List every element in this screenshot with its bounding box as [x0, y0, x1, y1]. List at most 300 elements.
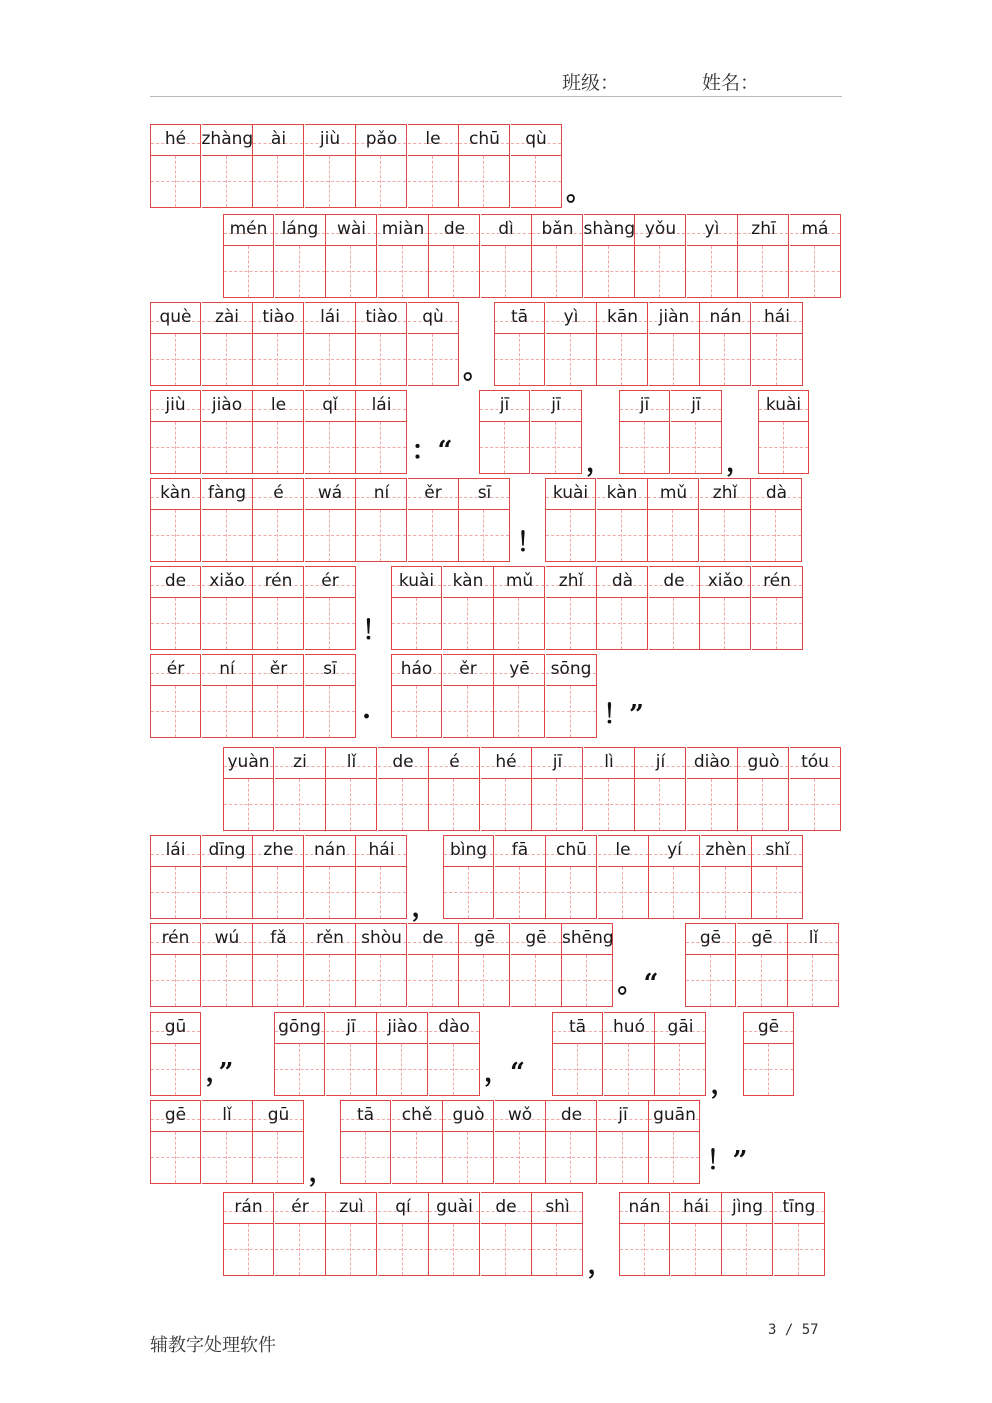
- writing-segment: [391, 566, 803, 650]
- pinyin-cell: [305, 566, 356, 650]
- pinyin-syllable: le: [270, 395, 287, 415]
- writing-segment: [391, 654, 597, 738]
- pinyin-syllable: jiù: [165, 395, 186, 415]
- pinyin-cell: [253, 566, 304, 650]
- hanzi-writing-box: [598, 1131, 649, 1184]
- pinyin-cell: [532, 214, 583, 298]
- hanzi-writing-box: [635, 245, 686, 298]
- pinyin-cell: [356, 124, 407, 208]
- pinyin-syllable: rén: [763, 571, 791, 591]
- hanzi-writing-box: [305, 421, 356, 474]
- hanzi-writing-box: [326, 245, 377, 298]
- pinyin-cell: [326, 1012, 377, 1096]
- hanzi-writing-box: [202, 333, 253, 386]
- pinyin-cell: [531, 390, 582, 474]
- writing-segment: [223, 747, 841, 831]
- pinyin-cell: [648, 478, 699, 562]
- pinyin-cell: [700, 478, 751, 562]
- hanzi-writing-box: [392, 1131, 443, 1184]
- hanzi-writing-box: [649, 1131, 700, 1184]
- writing-segment: [494, 302, 803, 386]
- pinyin-cell: [546, 835, 597, 919]
- hanzi-writing-box: [408, 954, 459, 1007]
- punctuation-mark: ·: [362, 702, 372, 732]
- pinyin-cell: [687, 747, 738, 831]
- pinyin-syllable: xiǎo: [707, 571, 744, 591]
- pinyin-syllable: tóu: [801, 752, 829, 772]
- hanzi-writing-box: [326, 1223, 377, 1276]
- punctuation-mark: ，: [726, 448, 753, 478]
- pinyin-syllable: nán: [314, 840, 346, 860]
- hanzi-writing-box: [649, 333, 700, 386]
- pinyin-syllable: jiào: [387, 1017, 418, 1037]
- hanzi-writing-box: [552, 1043, 603, 1096]
- hanzi-writing-box: [649, 597, 700, 650]
- hanzi-writing-box: [150, 685, 201, 738]
- pinyin-cell: [671, 1192, 722, 1276]
- hanzi-writing-box: [546, 685, 597, 738]
- pinyin-cell: [738, 214, 789, 298]
- pinyin-syllable: tiào: [262, 307, 295, 327]
- pinyin-cell: [685, 923, 736, 1007]
- pinyin-syllable: rěn: [316, 928, 344, 948]
- writing-segment: [619, 1192, 825, 1276]
- pinyin-cell: [150, 124, 201, 208]
- hanzi-writing-box: [202, 685, 253, 738]
- pinyin-syllable: gē: [699, 928, 722, 948]
- pinyin-cell: [494, 654, 545, 738]
- writing-segment: [619, 390, 722, 474]
- hanzi-writing-box: [737, 954, 788, 1007]
- pinyin-syllable: gē: [751, 928, 773, 948]
- punctuation-mark: ，: [411, 893, 438, 923]
- pinyin-cell: [604, 1012, 655, 1096]
- punctuation-mark: ，”: [205, 1058, 234, 1088]
- pinyin-syllable: qǐ: [322, 395, 338, 415]
- pinyin-cell: [150, 1100, 201, 1184]
- punctuation-mark: 。: [463, 355, 490, 385]
- hanzi-writing-box: [340, 1131, 391, 1184]
- hanzi-writing-box: [253, 509, 304, 562]
- hanzi-writing-box: [326, 778, 377, 831]
- pinyin-cell: [495, 835, 546, 919]
- hanzi-writing-box: [700, 597, 751, 650]
- hanzi-writing-box: [150, 509, 201, 562]
- hanzi-writing-box: [532, 1223, 583, 1276]
- pinyin-syllable: jī: [551, 395, 561, 415]
- hanzi-writing-box: [356, 155, 407, 208]
- pinyin-syllable: kān: [606, 307, 639, 327]
- pinyin-cell: [635, 214, 686, 298]
- pinyin-syllable: bǎn: [541, 219, 574, 239]
- pinyin-syllable: qí: [395, 1197, 411, 1217]
- pinyin-cell: [202, 302, 253, 386]
- pinyin-cell: [150, 923, 201, 1007]
- header-divider: [150, 96, 842, 97]
- pinyin-syllable: fǎ: [270, 928, 287, 948]
- pinyin-cell: [202, 478, 253, 562]
- pinyin-cell: [253, 478, 304, 562]
- hanzi-writing-box: [356, 866, 407, 919]
- pinyin-cell: [443, 654, 494, 738]
- pinyin-syllable: chě: [401, 1105, 433, 1125]
- pinyin-syllable: jí: [655, 752, 666, 772]
- pinyin-cell: [546, 302, 597, 386]
- pinyin-syllable: dà: [611, 571, 634, 591]
- pinyin-syllable: miàn: [381, 219, 425, 239]
- hanzi-writing-box: [150, 421, 201, 474]
- hanzi-writing-box: [408, 155, 459, 208]
- hanzi-writing-box: [774, 1223, 825, 1276]
- pinyin-syllable: chū: [556, 840, 587, 860]
- hanzi-writing-box: [429, 778, 480, 831]
- pinyin-syllable: wài: [336, 219, 367, 239]
- pinyin-cell: [305, 654, 356, 738]
- pinyin-cell: [597, 566, 648, 650]
- hanzi-writing-box: [701, 866, 752, 919]
- hanzi-writing-box: [274, 1043, 325, 1096]
- pinyin-syllable: zhǐ: [712, 483, 738, 503]
- pinyin-cell: [253, 390, 304, 474]
- hanzi-writing-box: [305, 509, 356, 562]
- pinyin-cell: [619, 390, 670, 474]
- pinyin-cell: [687, 214, 738, 298]
- pinyin-cell: [275, 214, 326, 298]
- pinyin-cell: [532, 747, 583, 831]
- writing-segment: [150, 566, 356, 650]
- pinyin-cell: [202, 124, 253, 208]
- hanzi-writing-box: [378, 245, 429, 298]
- pinyin-syllable: yí: [667, 840, 682, 860]
- pinyin-cell: [275, 747, 326, 831]
- pinyin-syllable: hái: [764, 307, 790, 327]
- pinyin-syllable: de: [392, 752, 414, 772]
- pinyin-syllable: fàng: [208, 483, 246, 503]
- pinyin-syllable: rén: [161, 928, 190, 948]
- hanzi-writing-box: [546, 333, 597, 386]
- pinyin-cell: [326, 1192, 377, 1276]
- hanzi-writing-box: [722, 1223, 773, 1276]
- hanzi-writing-box: [604, 1043, 655, 1096]
- pinyin-cell: [649, 1100, 700, 1184]
- pinyin-syllable: mǔ: [505, 571, 534, 591]
- hanzi-writing-box: [202, 1131, 253, 1184]
- pinyin-cell: [649, 835, 700, 919]
- pinyin-syllable: tā: [356, 1105, 375, 1125]
- pinyin-cell: [202, 835, 253, 919]
- hanzi-writing-box: [223, 778, 274, 831]
- hanzi-writing-box: [408, 509, 459, 562]
- pinyin-cell: [752, 302, 803, 386]
- hanzi-writing-box: [275, 1223, 326, 1276]
- pinyin-cell: [774, 1192, 825, 1276]
- pinyin-cell: [392, 1100, 443, 1184]
- hanzi-writing-box: [150, 866, 201, 919]
- writing-segment: [340, 1100, 701, 1184]
- pinyin-cell: [584, 747, 635, 831]
- pinyin-syllable: é: [449, 752, 460, 772]
- hanzi-writing-box: [253, 866, 304, 919]
- pinyin-syllable: de: [495, 1197, 517, 1217]
- pinyin-cell: [738, 747, 789, 831]
- pinyin-syllable: gē: [473, 928, 496, 948]
- pinyin-syllable: ér: [321, 571, 339, 591]
- pinyin-cell: [443, 835, 494, 919]
- pinyin-syllable: gōng: [278, 1017, 321, 1037]
- writing-segment: [150, 390, 408, 474]
- pinyin-cell: [150, 566, 201, 650]
- pinyin-cell: [391, 566, 442, 650]
- writing-segment: [150, 654, 356, 738]
- pinyin-cell: [700, 566, 751, 650]
- hanzi-writing-box: [150, 597, 201, 650]
- hanzi-writing-box: [752, 866, 803, 919]
- hanzi-writing-box: [790, 778, 841, 831]
- pinyin-syllable: shì: [545, 1197, 570, 1217]
- pinyin-syllable: jī: [691, 395, 701, 415]
- hanzi-writing-box: [700, 509, 751, 562]
- hanzi-writing-box: [443, 597, 494, 650]
- pinyin-cell: [274, 1012, 325, 1096]
- pinyin-syllable: lǐ: [808, 928, 819, 948]
- hanzi-writing-box: [597, 597, 648, 650]
- pinyin-syllable: gū: [267, 1105, 290, 1125]
- pinyin-syllable: rén: [264, 571, 293, 591]
- hanzi-writing-box: [546, 866, 597, 919]
- hanzi-writing-box: [275, 245, 326, 298]
- pinyin-syllable: hé: [164, 129, 187, 149]
- hanzi-writing-box: [356, 333, 407, 386]
- pinyin-syllable: dì: [498, 219, 514, 239]
- hanzi-writing-box: [356, 954, 407, 1007]
- hanzi-writing-box: [671, 1223, 722, 1276]
- hanzi-writing-box: [356, 509, 407, 562]
- pinyin-cell: [443, 566, 494, 650]
- hanzi-writing-box: [584, 245, 635, 298]
- pinyin-cell: [700, 302, 751, 386]
- pinyin-cell: [356, 390, 407, 474]
- hanzi-writing-box: [788, 954, 839, 1007]
- hanzi-writing-box: [619, 1223, 670, 1276]
- hanzi-writing-box: [275, 778, 326, 831]
- writing-segment: [443, 835, 804, 919]
- hanzi-writing-box: [429, 1043, 480, 1096]
- pinyin-cell: [202, 566, 253, 650]
- pinyin-cell: [305, 923, 356, 1007]
- hanzi-writing-box: [150, 1043, 201, 1096]
- hanzi-writing-box: [532, 245, 583, 298]
- pinyin-syllable: kàn: [160, 483, 191, 503]
- pinyin-cell: [546, 654, 597, 738]
- pinyin-syllable: shòu: [361, 928, 402, 948]
- pinyin-cell: [751, 478, 802, 562]
- hanzi-writing-box: [751, 509, 802, 562]
- page-number: 3 / 57: [768, 1322, 819, 1338]
- hanzi-writing-box: [546, 597, 597, 650]
- hanzi-writing-box: [443, 866, 494, 919]
- hanzi-writing-box: [202, 597, 253, 650]
- pinyin-syllable: qù: [422, 307, 444, 327]
- pinyin-cell: [150, 390, 201, 474]
- writing-segment: [223, 214, 841, 298]
- pinyin-cell: [743, 1012, 794, 1096]
- punctuation-mark: ：“: [411, 436, 453, 466]
- pinyin-syllable: jī: [639, 395, 650, 415]
- pinyin-syllable: nán: [709, 307, 742, 327]
- pinyin-syllable: gē: [525, 928, 547, 948]
- pinyin-cell: [150, 1012, 201, 1096]
- hanzi-writing-box: [545, 509, 596, 562]
- pinyin-syllable: lái: [320, 307, 340, 327]
- writing-segment: [552, 1012, 707, 1096]
- pinyin-syllable: kàn: [452, 571, 484, 591]
- pinyin-syllable: yuàn: [227, 752, 270, 772]
- pinyin-syllable: bìng: [449, 840, 488, 860]
- pinyin-syllable: sī: [477, 483, 492, 503]
- pinyin-cell: [150, 478, 201, 562]
- pinyin-cell: [671, 390, 722, 474]
- pinyin-syllable: yǒu: [644, 219, 677, 239]
- pinyin-cell: [511, 124, 562, 208]
- pinyin-syllable: wú: [214, 928, 240, 948]
- pinyin-syllable: mǔ: [659, 483, 688, 503]
- pinyin-cell: [305, 478, 356, 562]
- pinyin-cell: [429, 214, 480, 298]
- pinyin-syllable: yì: [704, 219, 720, 239]
- pinyin-syllable: é: [273, 483, 284, 503]
- hanzi-writing-box: [700, 333, 751, 386]
- pinyin-cell: [202, 923, 253, 1007]
- hanzi-writing-box: [511, 954, 562, 1007]
- pinyin-cell: [758, 390, 809, 474]
- pinyin-syllable: de: [663, 571, 685, 591]
- pinyin-cell: [494, 302, 545, 386]
- hanzi-writing-box: [671, 421, 722, 474]
- pinyin-syllable: jī: [618, 1105, 628, 1125]
- pinyin-syllable: jī: [499, 395, 510, 415]
- pinyin-syllable: lái: [165, 840, 186, 860]
- hanzi-writing-box: [597, 333, 648, 386]
- pinyin-cell: [546, 566, 597, 650]
- hanzi-writing-box: [391, 685, 442, 738]
- hanzi-writing-box: [253, 333, 304, 386]
- punctuation-mark: ！”: [706, 1146, 748, 1176]
- pinyin-cell: [202, 390, 253, 474]
- writing-segment: [150, 1012, 202, 1096]
- hanzi-writing-box: [443, 685, 494, 738]
- pinyin-syllable: láng: [281, 219, 319, 239]
- pinyin-syllable: de: [443, 219, 466, 239]
- pinyin-cell: [378, 1192, 429, 1276]
- pinyin-syllable: ní: [373, 483, 390, 503]
- pinyin-cell: [429, 747, 480, 831]
- hanzi-writing-box: [481, 778, 532, 831]
- hanzi-writing-box: [202, 866, 253, 919]
- pinyin-syllable: lǐ: [222, 1105, 232, 1125]
- pinyin-cell: [479, 390, 530, 474]
- hanzi-writing-box: [305, 954, 356, 1007]
- hanzi-writing-box: [532, 778, 583, 831]
- footer-software-label: 辅教字处理软件: [150, 1335, 276, 1356]
- pinyin-syllable: jī: [346, 1017, 356, 1037]
- pinyin-syllable: què: [159, 307, 192, 327]
- pinyin-syllable: jiù: [319, 129, 341, 149]
- hanzi-writing-box: [326, 1043, 377, 1096]
- pinyin-syllable: tā: [568, 1017, 587, 1037]
- writing-segment: [150, 1100, 305, 1184]
- pinyin-cell: [326, 747, 377, 831]
- hanzi-writing-box: [479, 421, 530, 474]
- pinyin-syllable: guān: [653, 1105, 696, 1125]
- pinyin-cell: [356, 835, 407, 919]
- hanzi-writing-box: [687, 778, 738, 831]
- writing-segment: [743, 1012, 795, 1096]
- pinyin-syllable: kuài: [552, 483, 589, 503]
- hanzi-writing-box: [495, 866, 546, 919]
- pinyin-cell: [459, 124, 510, 208]
- pinyin-cell: [584, 214, 635, 298]
- pinyin-cell: [481, 1192, 532, 1276]
- pinyin-cell: [377, 1012, 428, 1096]
- hanzi-writing-box: [443, 1131, 494, 1184]
- hanzi-writing-box: [150, 1131, 201, 1184]
- class-label: 班级：: [562, 72, 620, 94]
- pinyin-syllable: de: [164, 571, 187, 591]
- pinyin-cell: [378, 214, 429, 298]
- hanzi-writing-box: [752, 597, 803, 650]
- hanzi-writing-box: [619, 421, 670, 474]
- punctuation-mark: ，“: [484, 1058, 525, 1088]
- pinyin-syllable: jiào: [211, 395, 243, 415]
- pinyin-syllable: diào: [693, 752, 731, 772]
- pinyin-syllable: lǐ: [346, 752, 357, 772]
- pinyin-cell: [429, 1192, 480, 1276]
- pinyin-cell: [275, 1192, 326, 1276]
- pinyin-cell: [429, 1012, 480, 1096]
- pinyin-cell: [253, 1100, 304, 1184]
- hanzi-writing-box: [253, 685, 304, 738]
- hanzi-writing-box: [377, 1043, 428, 1096]
- pinyin-cell: [391, 654, 442, 738]
- pinyin-cell: [253, 835, 304, 919]
- pinyin-cell: [788, 923, 839, 1007]
- pinyin-cell: [150, 654, 201, 738]
- hanzi-writing-box: [408, 333, 459, 386]
- pinyin-syllable: gē: [757, 1017, 780, 1037]
- pinyin-syllable: dà: [765, 483, 788, 503]
- pinyin-cell: [408, 478, 459, 562]
- writing-segment: [479, 390, 582, 474]
- pinyin-syllable: le: [615, 840, 631, 860]
- pinyin-syllable: kuài: [398, 571, 435, 591]
- pinyin-cell: [552, 1012, 603, 1096]
- pinyin-cell: [481, 214, 532, 298]
- writing-segment: [150, 923, 614, 1007]
- pinyin-cell: [223, 214, 274, 298]
- pinyin-cell: [562, 923, 613, 1007]
- hanzi-writing-box: [305, 333, 356, 386]
- hanzi-writing-box: [150, 954, 201, 1007]
- pinyin-cell: [635, 747, 686, 831]
- hanzi-writing-box: [494, 333, 545, 386]
- writing-segment: [223, 1192, 584, 1276]
- pinyin-syllable: wǒ: [507, 1105, 533, 1125]
- pinyin-cell: [459, 923, 510, 1007]
- pinyin-syllable: gū: [164, 1017, 187, 1037]
- hanzi-writing-box: [481, 1223, 532, 1276]
- pinyin-cell: [532, 1192, 583, 1276]
- hanzi-writing-box: [752, 333, 803, 386]
